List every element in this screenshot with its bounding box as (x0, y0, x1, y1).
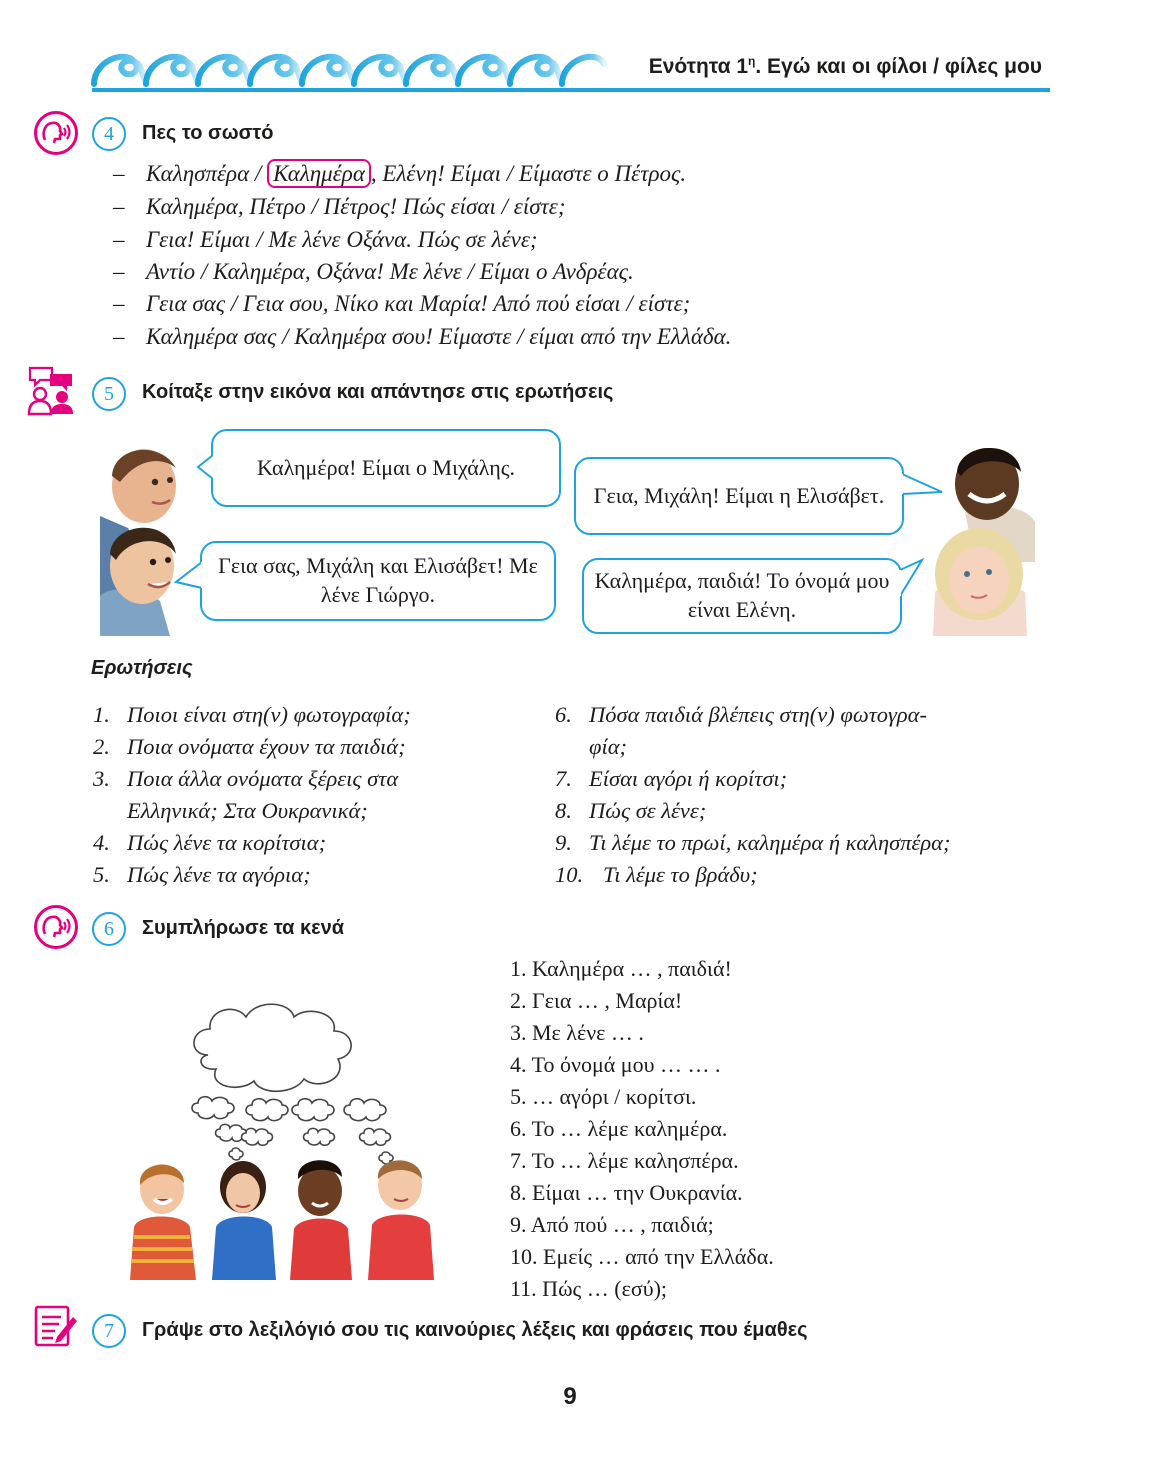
fill-item: 2. Γεια … , Μαρία! (510, 988, 683, 1013)
question-item: 4. Πώς λένε τα κορίτσια; (93, 830, 327, 855)
bubble-tail (196, 453, 216, 481)
bubble-tail (896, 558, 926, 600)
speech-bubble: Γεια, Μιχάλη! Είμαι η Ελισάβετ. (574, 457, 904, 535)
fill-item: 1. Καλημέρα … , παιδιά! (510, 956, 732, 981)
exercise-number: 4 (92, 117, 126, 151)
decorative-wave-band (88, 40, 608, 92)
exercise-line: – Γεια σας / Γεια σου, Νίκο και Μαρία! Από πού είσαι / είστε; (113, 291, 691, 316)
exercise-number: 7 (92, 1314, 126, 1348)
question-item: 6. Πόσα παιδιά βλέπεις στη(ν) φωτογρα- (555, 702, 927, 727)
bubble-tail (174, 560, 204, 592)
fill-item: 5. … αγόρι / κορίτσι. (510, 1084, 697, 1109)
fill-item: 9. Από πού … , παιδιά; (510, 1212, 714, 1237)
speaking-head-icon (33, 904, 79, 950)
circled-answer: Καλημέρα (267, 159, 371, 188)
fill-item: 10. Εμείς … από την Ελλάδα. (510, 1244, 774, 1269)
speech-bubble: Γεια σας, Μιχάλη και Ελισάβετ! Με λένε Γιώργο. (200, 541, 556, 621)
question-item: 5. Πώς λένε τα αγόρια; (93, 862, 311, 887)
question-item-continued: φία; (589, 734, 628, 759)
question-item: 7. Είσαι αγόρι ή κορίτσι; (555, 766, 788, 791)
question-item: 3. Ποια άλλα ονόματα ξέρεις στα (93, 766, 399, 791)
speech-bubble: Καλημέρα! Είμαι ο Μιχάλης. (211, 429, 561, 507)
speech-bubble: Καλημέρα, παιδιά! Το όνομά μου είναι Ελένη. (582, 558, 902, 634)
questions-heading: Ερωτήσεις (91, 657, 193, 679)
exercise-title: Συμπλήρωσε τα κενά (142, 917, 345, 939)
question-item: 8. Πώς σε λένε; (555, 798, 707, 823)
question-item: 2. Ποια ονόματα έχουν τα παιδιά; (93, 734, 406, 759)
exercise-title: Κοίταξε στην εικόνα και απάντησε στις ερωτήσεις (142, 381, 614, 403)
exercise-number: 6 (92, 912, 126, 946)
speaking-head-icon (33, 110, 79, 156)
fill-item: 3. Με λένε … . (510, 1020, 644, 1045)
fill-item: 11. Πώς … (εσύ); (510, 1276, 668, 1301)
exercise-line: – Καλημέρα σας / Καλημέρα σου! Είμαστε / είμαι από την Ελλάδα. (113, 324, 732, 349)
fill-item: 6. Το … λέμε καλημέρα. (510, 1116, 728, 1141)
fill-item: 4. Το όνομά μου … … . (510, 1052, 721, 1077)
exercise-line: – Αντίο / Καλημέρα, Οξάνα! Με λένε / Είμαι ο Ανδρέας. (113, 259, 634, 284)
question-item: 9. Τι λέμε το πρωί, καλημέρα ή καλησπέρα; (555, 830, 951, 855)
exercise-line: – Καλημέρα, Πέτρο / Πέτρος! Πώς είσαι / είστε; (113, 194, 566, 219)
question-item: 1. Ποιοι είναι στη(ν) φωτογραφία; (93, 702, 411, 727)
pair-talk-icon (26, 364, 78, 416)
questions-left (93, 699, 411, 891)
exercise-title: Πες το σωστό (142, 122, 274, 144)
exercise-line: – Γεια! Είμαι / Με λένε Οξάνα. Πώς σε λένε; (113, 227, 538, 252)
header-rule (92, 88, 1050, 92)
question-item: 10. Τι λέμε το βράδυ; (555, 862, 758, 887)
unit-title: Ενότητα $1^\eta$. Εγώ και οι φίλοι / φίλες μου (648, 54, 1042, 78)
fill-item: 7. Το … λέμε καλησπέρα. (510, 1148, 739, 1173)
thinking-children-illustration (128, 995, 448, 1280)
exercise-title: Γράψε στο λεξιλόγιό σου τις καινούριες λέξεις και φράσεις που έμαθες (142, 1319, 808, 1341)
page-number: 9 (563, 1383, 577, 1410)
fill-item: 8. Είμαι … την Ουκρανία. (510, 1180, 743, 1205)
exercise-line: – Καλησπέρα / Καλημέρα , Ελένη! Είμαι / Είμαστε ο Πέτρος. (113, 161, 687, 186)
questions-right (555, 699, 950, 891)
notebook-pen-icon (33, 1303, 79, 1349)
exercise-number: 5 (92, 377, 126, 411)
bubble-tail (900, 470, 944, 500)
question-item-continued: Ελληνικά; Στα Ουκρανικά; (127, 798, 368, 823)
